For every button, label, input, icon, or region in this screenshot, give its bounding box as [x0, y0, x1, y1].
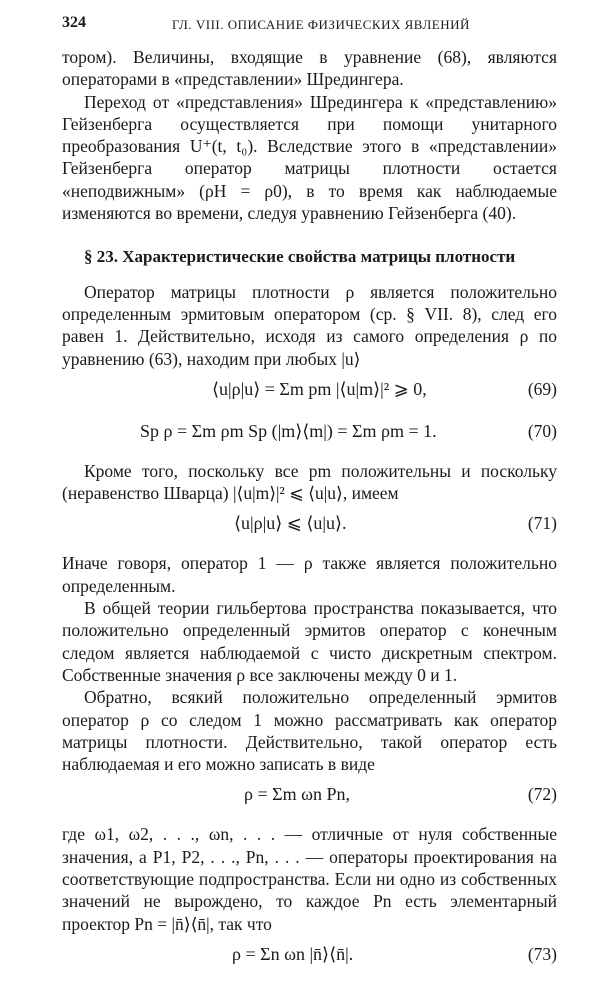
equation-71: [62, 510, 557, 544]
page-body: [62, 46, 557, 983]
equation-number: (69): [527, 378, 557, 399]
running-title: ГЛ. VIII. ОПИСАНИЕ ФИЗИЧЕСКИХ ЯВЛЕНИЙ: [172, 17, 470, 32]
equation-number: (72): [527, 784, 557, 805]
equation-70: [62, 418, 557, 452]
equation-formula: ρ = Σn ωn |n̄⟩⟨n̄|.: [232, 943, 354, 964]
paragraph: Обратно, всякий положительно определенный эрмитов оператор ρ со следом 1 можно рассматривать как оператор матрицы плотности. Действительно, такой оператор есть наблюдаемая и его можно записать в виде: [62, 687, 557, 775]
equation-number: (71): [527, 513, 557, 534]
equation-formula: ⟨u|ρ|u⟩ ⩽ ⟨u|u⟩.: [234, 513, 347, 534]
paragraph: В общей теории гильбертова пространства показывается, что положительно определенный эрмитов оператор с конечным следом является наблюдаемой с чисто дискретным спектром. Собственные значения ρ все заключены между 0 и 1.: [62, 598, 557, 685]
paragraph: Оператор матрицы плотности ρ является положительно определенным эрмитовым оператором (ср. § VII. 8), след его равен 1. Действительно, исходя из самого определения ρ по уравнению (63), находим при любых |u⟩: [62, 281, 557, 369]
equation-formula: ⟨u|ρ|u⟩ = Σm pm |⟨u|m⟩|² ⩾ 0,: [212, 378, 427, 399]
paragraph: тором). Величины, входящие в уравнение (68), являются операторами в «представлении» Шредингера.: [62, 47, 557, 90]
section-title: § 23. Характеристические свойства матрицы плотности: [84, 247, 516, 267]
running-header: [62, 14, 538, 34]
paragraph: Переход от «представления» Шредингера к «представлению» Гейзенберга осуществляется при помощи унитарного преобразования U⁺(t, t₀). Вследствие этого в «представлении» Гейзенберга оператор матрицы плотности остается «неподвижным» (ρH = ρ0), в то время как наблюдаемые изменяются во времени, следуя уравнению Гейзенберга (40).: [62, 91, 557, 224]
equation-number: (73): [527, 943, 557, 964]
equation-formula: Sp ρ = Σm ρm Sp (|m⟩⟨m|) = Σm ρm = 1.: [140, 420, 437, 441]
equation-formula: ρ = Σm ωn Pn,: [244, 784, 350, 805]
equation-72: [62, 781, 557, 815]
equation-73: [62, 941, 557, 975]
equation-number: (70): [527, 420, 557, 441]
page-number: 324: [62, 14, 86, 31]
paragraph: где ω1, ω2, . . ., ωn, . . . — отличные от нуля собственные значения, а P1, P2, . . ., Pn, . . . — операторы проектирования на соответствующие подпространства. Если ни одно из собственных значений не вырождено, то каждое Pn есть элементарный проектор Pn = |n̄⟩⟨n̄|, так что: [62, 824, 557, 934]
paragraph: Иначе говоря, оператор 1 — ρ также является положительно определенным.: [62, 553, 557, 596]
paragraph: Кроме того, поскольку все pm положительны и поскольку (неравенство Шварца) |⟨u|m⟩|² ⩽ ⟨u|u⟩, имеем: [62, 460, 557, 504]
equation-69: [62, 376, 557, 410]
